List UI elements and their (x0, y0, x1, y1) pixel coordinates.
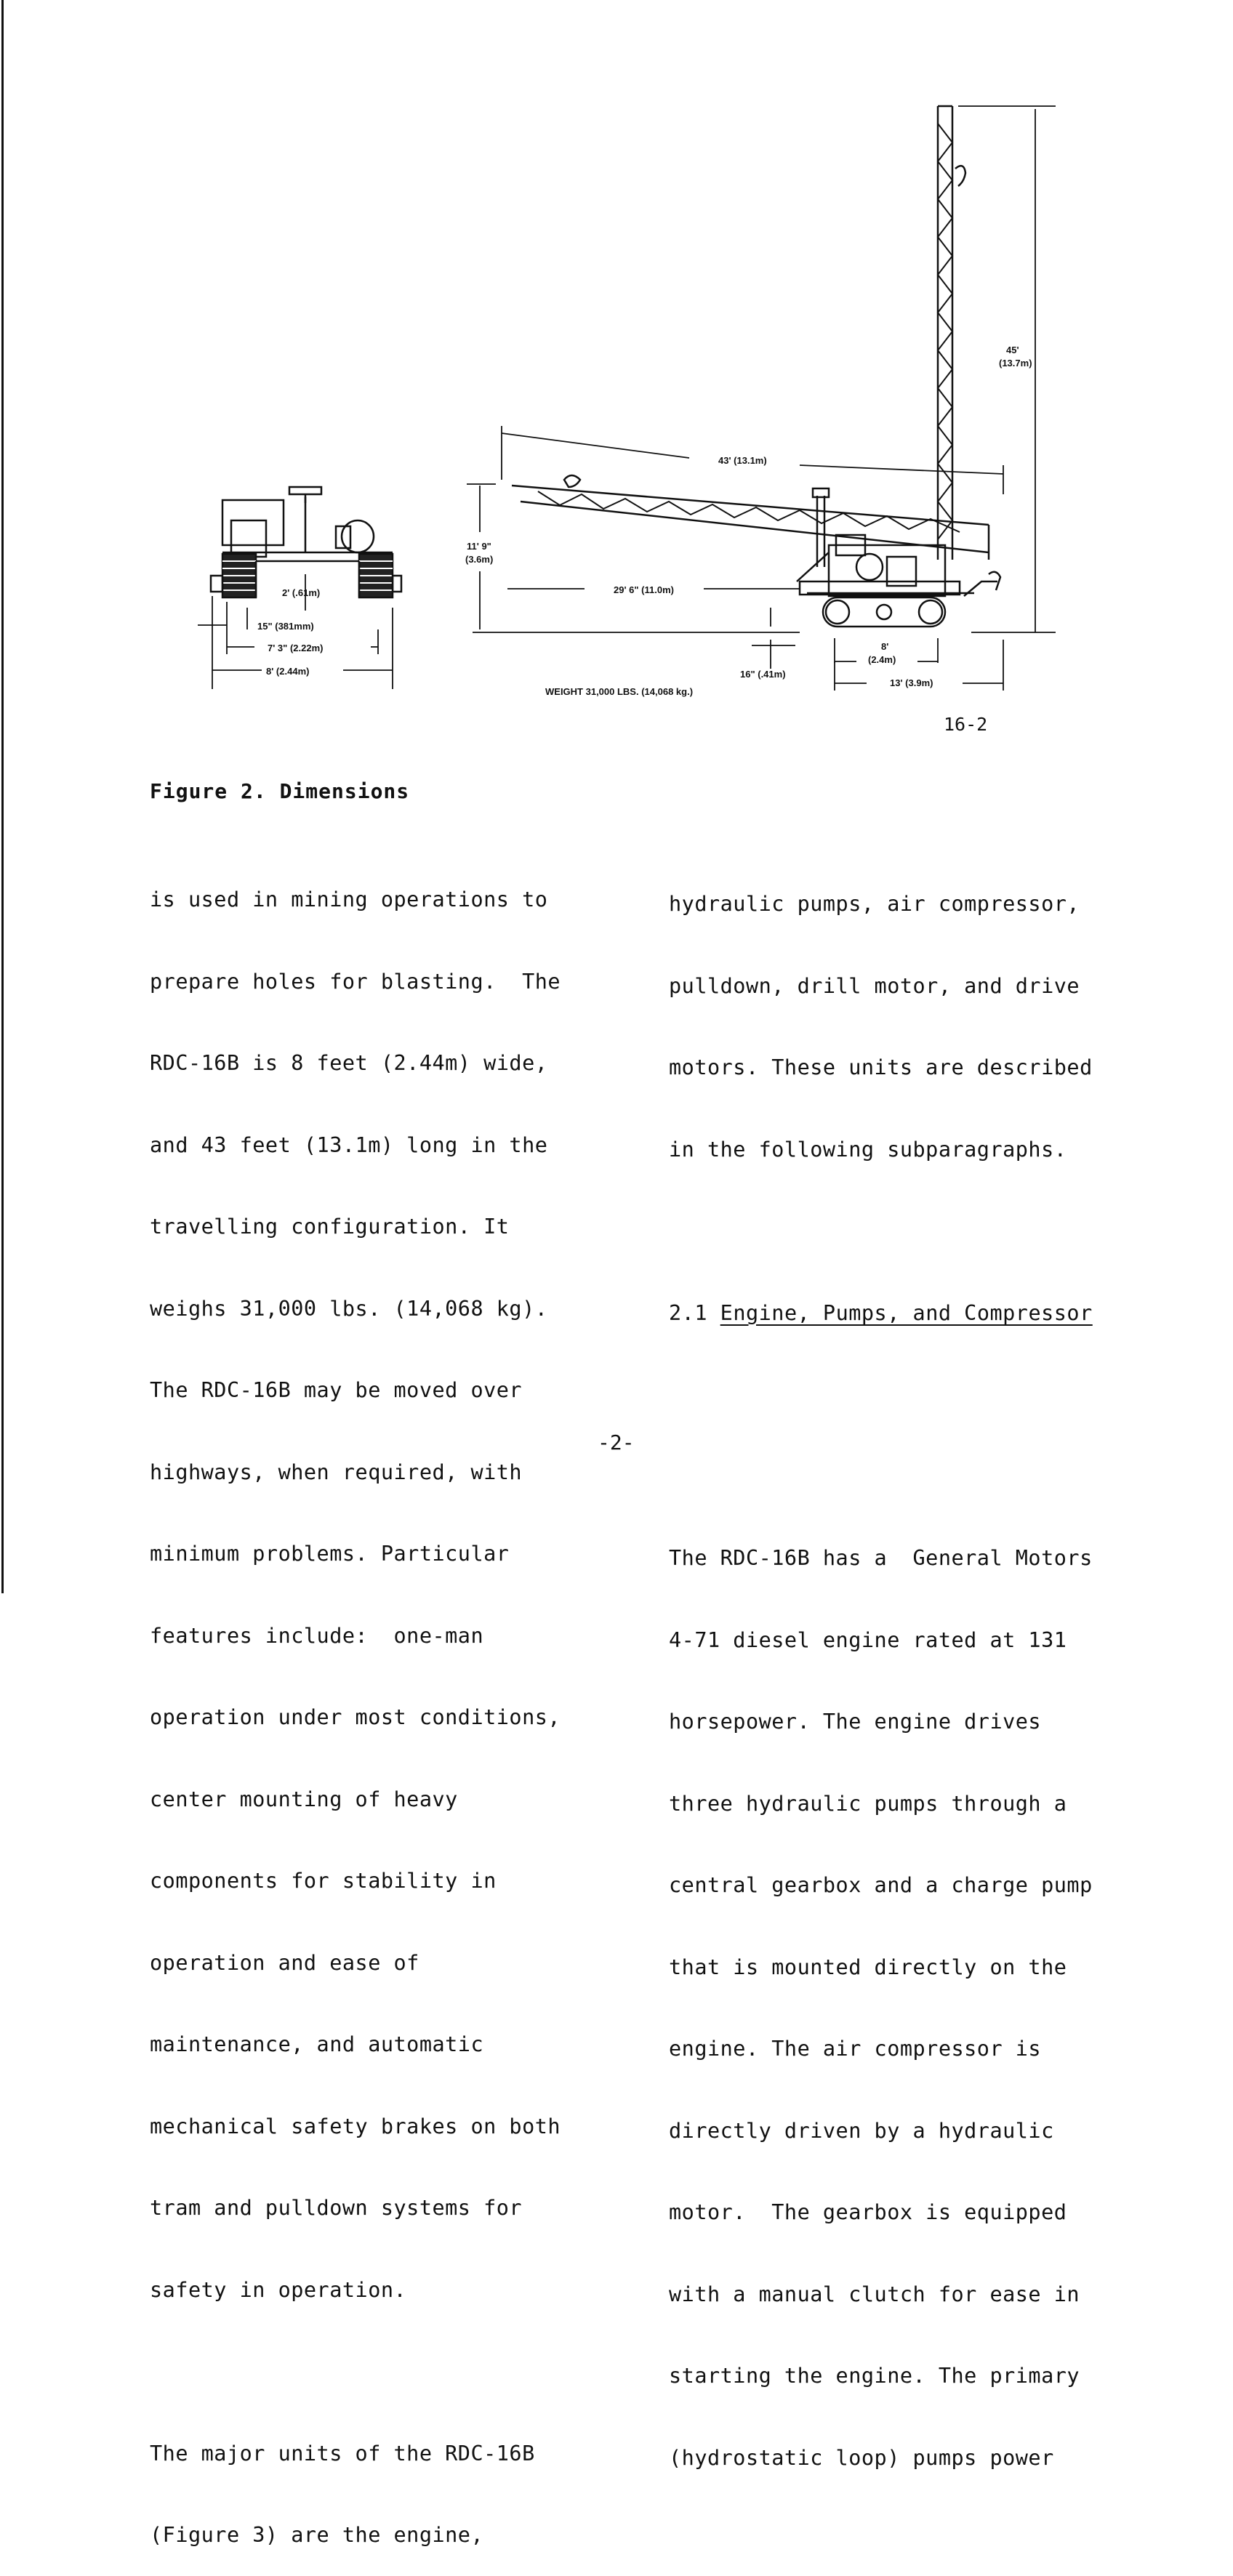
section-number: 2.1 (669, 1300, 707, 1325)
text-line: travelling configuration. It (150, 1215, 510, 1239)
dim-travel-height: 11' 9" (467, 541, 491, 552)
chassis-drawing (797, 488, 1000, 627)
text-line: in the following subparagraphs. (669, 1137, 1067, 1162)
text-line: components for stability in (150, 1869, 497, 1893)
text-line: prepare holes for blasting. The (150, 969, 561, 994)
right-column (669, 836, 1093, 2499)
front-view-drawing (211, 487, 401, 597)
text-line: RDC-16B is 8 feet (2.44m) wide, (150, 1051, 548, 1075)
text-line: weighs 31,000 lbs. (14,068 kg). (150, 1296, 548, 1321)
dim-travel-length: 43' (13.1m) (718, 455, 767, 466)
left-column (150, 832, 561, 2576)
text-line: The major units of the RDC-16B (150, 2441, 535, 2466)
text-line: (Figure 3) are the engine, (150, 2523, 484, 2547)
dim-overall-length: 13' (3.9m) (890, 677, 933, 688)
text-line: three hydraulic pumps through a (669, 1791, 1067, 1816)
text-line: with a manual clutch for ease in (669, 2282, 1080, 2306)
dim-overall-width: 8' (2.44m) (266, 666, 310, 677)
text-line: The RDC-16B may be moved over (150, 1378, 523, 1402)
text-line: engine. The air compressor is (669, 2037, 1042, 2061)
text-line: operation and ease of (150, 1950, 419, 1975)
text-line: maintenance, and automatic (150, 2032, 484, 2056)
text-line: The RDC-16B has a General Motors (669, 1546, 1093, 1570)
text-line: motors. These units are described (669, 1055, 1093, 1079)
text-line: highways, when required, with (150, 1460, 523, 1484)
text-line: center mounting of heavy (150, 1787, 458, 1811)
dim-span: 29' 6" (11.0m) (614, 584, 674, 595)
text-line: operation under most conditions, (150, 1705, 561, 1729)
section-heading (669, 1300, 1093, 1327)
text-line: that is mounted directly on the (669, 1955, 1067, 1979)
text-line: starting the engine. The primary (669, 2364, 1080, 2388)
text-line: features include: one-man (150, 1623, 484, 1648)
dim-mast-height: 45' (1006, 345, 1019, 355)
dim-track-width: 15" (381mm) (257, 621, 314, 632)
text-line: tram and pulldown systems for (150, 2196, 523, 2220)
text-line: is used in mining operations to (150, 887, 548, 911)
text-line: 4-71 diesel engine rated at 131 (669, 1627, 1067, 1652)
dim-weight: WEIGHT 31,000 LBS. (14,068 kg.) (545, 686, 694, 697)
dim-clearance: 16" (.41m) (740, 669, 786, 680)
text-line: motor. The gearbox is equipped (669, 2200, 1067, 2224)
section-title: Engine, Pumps, and Compressor (720, 1300, 1093, 1325)
text-line: minimum problems. Particular (150, 1542, 510, 1566)
text-line: (hydrostatic loop) pumps power (669, 2445, 1054, 2470)
dim-track-length-m: (2.4m) (868, 654, 896, 665)
dimensions-figure (0, 0, 1233, 734)
page-number: -2- (598, 1430, 635, 1454)
text-line: mechanical safety brakes on both (150, 2114, 561, 2138)
figure-code: 16-2 (944, 714, 988, 735)
dim-gauge: 7' 3" (2.22m) (268, 643, 324, 653)
boom-lattice (512, 475, 989, 560)
figure-caption: Figure 2. Dimensions (150, 779, 410, 803)
dim-mast-height-m: (13.7m) (999, 358, 1032, 369)
text-line: pulldown, drill motor, and drive (669, 973, 1080, 998)
text-line: hydraulic pumps, air compressor, (669, 892, 1080, 916)
dim-track-length: 8' (881, 641, 889, 652)
dim-front-gap: 2' (.61m) (282, 587, 321, 598)
text-line: horsepower. The engine drives (669, 1710, 1042, 1734)
dim-travel-height-m: (3.6m) (465, 554, 494, 565)
text-line: and 43 feet (13.1m) long in the (150, 1132, 548, 1157)
text-line: safety in operation. (150, 2277, 407, 2302)
text-line: central gearbox and a charge pump (669, 1873, 1093, 1897)
side-view-dimension-lines (467, 106, 1056, 691)
mast-lattice (938, 106, 965, 560)
text-line: directly driven by a hydraulic (669, 2118, 1054, 2143)
